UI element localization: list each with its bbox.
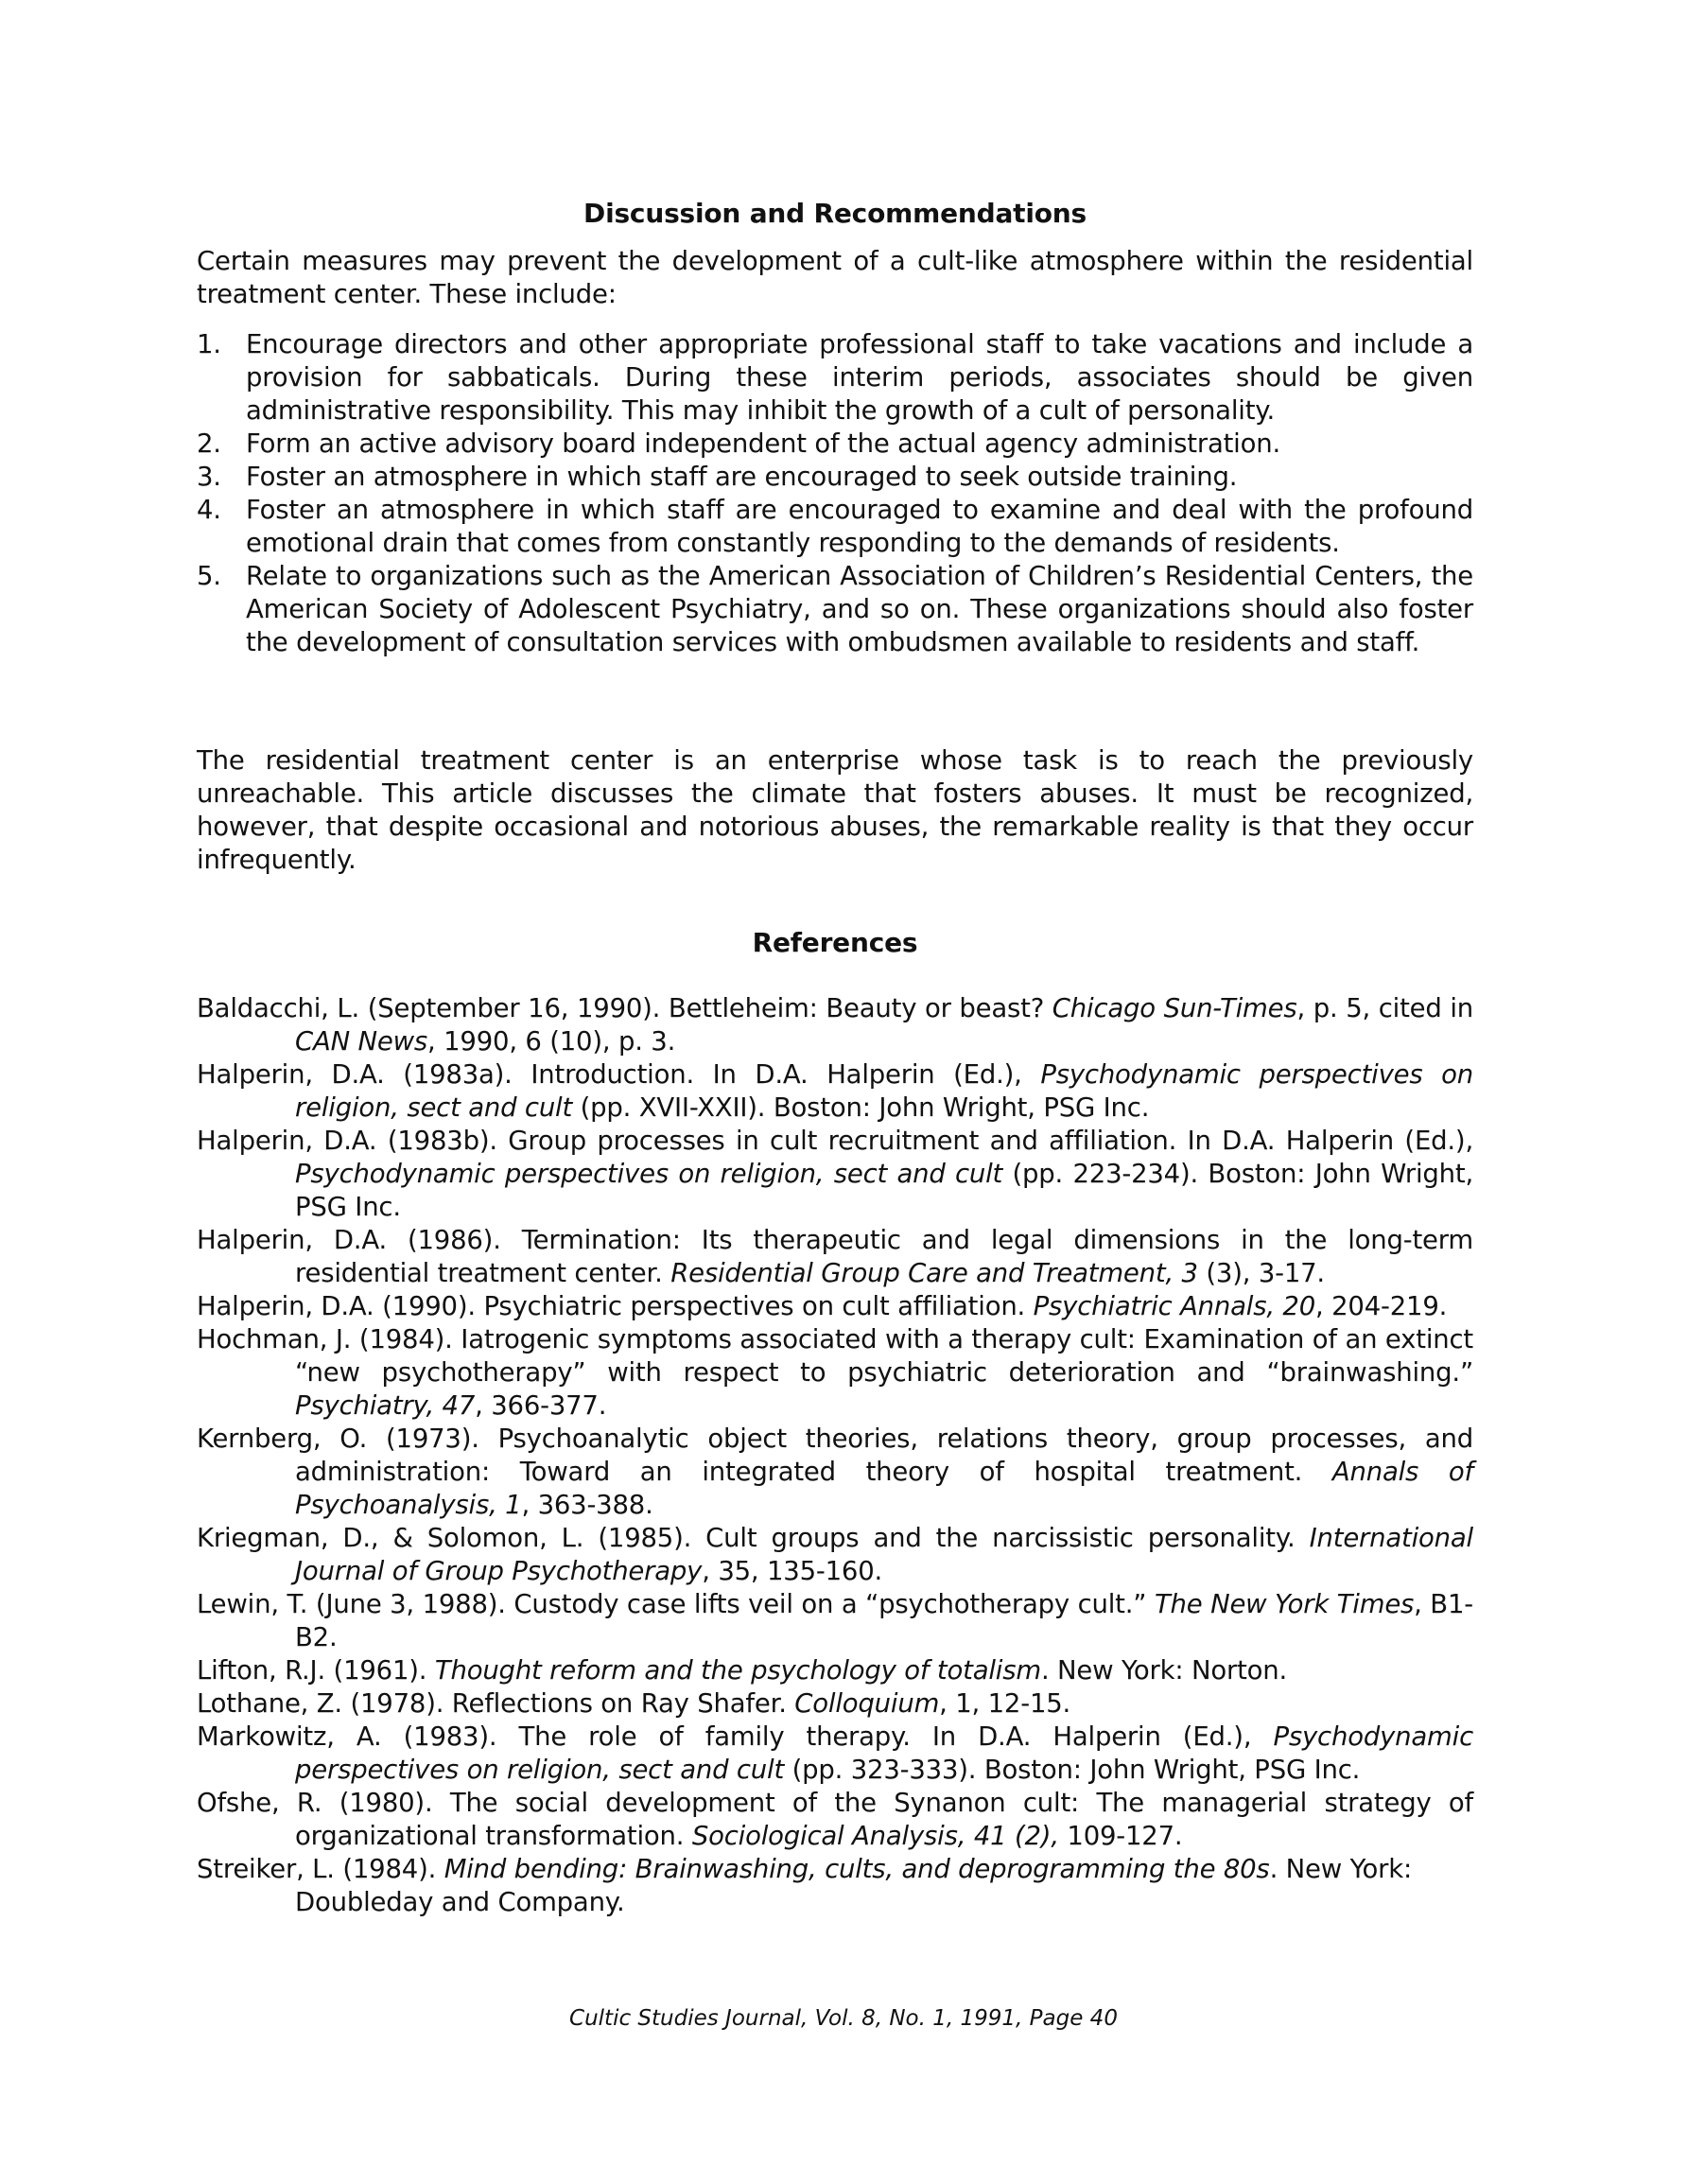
reference-text: , 35, 135-160. xyxy=(702,1556,883,1586)
list-item-text: Foster an atmosphere in which staff are encouraged to seek outside training. xyxy=(246,462,1238,492)
reference-text: Ofshe, R. (1980). The social development of the Synanon cult: The managerial strategy of organizational transformation. xyxy=(197,1788,1473,1851)
reference-text: Lothane, Z. (1978). Reflections on Ray Shafer. xyxy=(197,1688,795,1719)
reference-title-italic: Psychodynamic perspectives on religion, sect and cult xyxy=(295,1059,1473,1123)
intro-paragraph: Certain measures may prevent the development of a cult-like atmosphere within the residential treatment center. These include: xyxy=(197,246,1473,309)
reference-text: . New York: Doubleday and Company. xyxy=(295,1854,1413,1917)
reference-entry xyxy=(197,1588,1473,1654)
page-footer: Cultic Studies Journal, Vol. 8, No. 1, 1991, Page 40 xyxy=(569,2006,1118,2031)
reference-entry xyxy=(197,1224,1473,1290)
reference-entry xyxy=(197,1125,1473,1224)
reference-text: , B1-B2. xyxy=(295,1589,1473,1652)
list-number: 1. xyxy=(197,329,221,359)
reference-text: Halperin, D.A. (1990). Psychiatric perspectives on cult affiliation. xyxy=(197,1291,1034,1321)
list-number: 2. xyxy=(197,428,221,459)
list-number: 5. xyxy=(197,561,221,591)
reference-text: , p. 5, cited in xyxy=(1296,993,1473,1023)
reference-text: Lewin, T. (June 3, 1988). Custody case lifts veil on a “psychotherapy cult.” xyxy=(197,1589,1155,1619)
list-item xyxy=(197,494,1473,560)
list-item xyxy=(197,461,1473,494)
reference-text: Hochman, J. (1984). Iatrogenic symptoms associated with a therapy cult: Examination of an extinct “new psychotherapy” with respect to psychiatric deterioration and “brainwashing.” xyxy=(197,1324,1473,1388)
reference-title-italic: Sociological Analysis, 41 (2), xyxy=(691,1821,1059,1851)
reference-title-italic: Psychodynamic perspectives on religion, sect and cult xyxy=(295,1159,1003,1189)
reference-text: , 363-388. xyxy=(521,1490,653,1520)
references-list xyxy=(197,992,1473,1919)
reference-text: (3), 3-17. xyxy=(1197,1258,1325,1288)
reference-text: Kriegman, D., & Solomon, L. (1985). Cult groups and the narcissistic personality. xyxy=(197,1523,1310,1553)
reference-text: Halperin, D.A. (1983a). Introduction. In D.A. Halperin (Ed.), xyxy=(197,1059,1041,1090)
list-item-text: Encourage directors and other appropriate professional staff to take vacations and include a provision for sabbaticals. During these interim periods, associates should be given administrative responsibility. This may inhibit the growth of a cult of personality. xyxy=(246,329,1473,426)
reference-entry xyxy=(197,1654,1473,1687)
reference-text: (pp. 223-234). Boston: John Wright, PSG Inc. xyxy=(295,1159,1474,1222)
closing-paragraph: The residential treatment center is an enterprise whose task is to reach the previously unreachable. This article discusses the climate that fosters abuses. It must be recognized, however, that despite occasional and notorious abuses, the remarkable reality is that they occur infrequently. xyxy=(197,745,1473,875)
reference-entry xyxy=(197,1323,1473,1423)
list-item-text: Form an active advisory board independent of the actual agency administration. xyxy=(246,428,1281,459)
reference-entry xyxy=(197,1522,1473,1588)
reference-entry xyxy=(197,1853,1473,1919)
reference-text: Lifton, R.J. (1961). xyxy=(197,1655,435,1686)
reference-text: Kernberg, O. (1973). Psychoanalytic object theories, relations theory, group processes, and administration: Toward an integrated theory of hospital treatment. xyxy=(197,1424,1473,1487)
section-heading-discussion: Discussion and Recommendations xyxy=(583,198,1087,229)
reference-title-italic: Psychiatric Annals, 20 xyxy=(1033,1291,1316,1321)
reference-entry xyxy=(197,1721,1473,1787)
reference-title-italic: Chicago Sun-Times xyxy=(1052,993,1297,1023)
reference-title-italic: The New York Times xyxy=(1154,1589,1415,1619)
reference-title-italic: International Journal of Group Psychotherapy xyxy=(295,1523,1473,1586)
list-item xyxy=(197,328,1473,428)
reference-entry xyxy=(197,1058,1473,1125)
reference-text: , 1, 12-15. xyxy=(939,1688,1071,1719)
list-item-text: Relate to organizations such as the American Association of Children’s Residential Centers, the American Society of Adolescent Psychiatry, and so on. These organizations should also foster the development of consultation services with ombudsmen available to residents and staff. xyxy=(246,561,1473,657)
reference-text: . New York: Norton. xyxy=(1040,1655,1288,1686)
reference-text: 109-127. xyxy=(1058,1821,1183,1851)
reference-entry xyxy=(197,1423,1473,1522)
reference-text: (pp. XVII-XXII). Boston: John Wright, PSG Inc. xyxy=(572,1092,1150,1123)
reference-text: Streiker, L. (1984). xyxy=(197,1854,444,1884)
reference-title-italic: Thought reform and the psychology of totalism xyxy=(434,1655,1041,1686)
list-item xyxy=(197,560,1473,659)
reference-entry xyxy=(197,992,1473,1058)
section-heading-references: References xyxy=(752,927,918,958)
reference-title-italic: Psychodynamic perspectives on religion, sect and cult xyxy=(295,1721,1473,1785)
reference-text: , 366-377. xyxy=(475,1390,607,1421)
reference-title-italic: CAN News xyxy=(295,1026,428,1057)
reference-text: Baldacchi, L. (September 16, 1990). Bettleheim: Beauty or beast? xyxy=(197,993,1052,1023)
reference-text: Halperin, D.A. (1983b). Group processes in cult recruitment and affiliation. In D.A. Halperin (Ed.), xyxy=(197,1126,1473,1156)
reference-title-italic: Psychiatry, 47 xyxy=(295,1390,476,1421)
list-item-text: Foster an atmosphere in which staff are encouraged to examine and deal with the profound emotional drain that comes from constantly responding to the demands of residents. xyxy=(246,495,1473,558)
reference-title-italic: Colloquium xyxy=(794,1688,940,1719)
recommendations-list xyxy=(197,328,1473,659)
reference-text: Markowitz, A. (1983). The role of family therapy. In D.A. Halperin (Ed.), xyxy=(197,1721,1274,1752)
list-number: 4. xyxy=(197,495,221,525)
reference-text: , 204-219. xyxy=(1315,1291,1448,1321)
reference-text: , 1990, 6 (10), p. 3. xyxy=(427,1026,676,1057)
reference-text: Halperin, D.A. (1986). Termination: Its therapeutic and legal dimensions in the long-term residential treatment center. xyxy=(197,1225,1473,1288)
reference-text: (pp. 323-333). Boston: John Wright, PSG Inc. xyxy=(784,1755,1361,1785)
reference-entry xyxy=(197,1687,1473,1721)
reference-title-italic: Residential Group Care and Treatment, 3 xyxy=(670,1258,1198,1288)
list-number: 3. xyxy=(197,462,221,492)
reference-title-italic: Annals of Psychoanalysis, 1 xyxy=(295,1457,1473,1520)
list-item xyxy=(197,428,1473,461)
reference-entry xyxy=(197,1787,1473,1853)
reference-entry xyxy=(197,1290,1473,1323)
reference-title-italic: Mind bending: Brainwashing, cults, and deprogramming the 80s xyxy=(443,1854,1270,1884)
